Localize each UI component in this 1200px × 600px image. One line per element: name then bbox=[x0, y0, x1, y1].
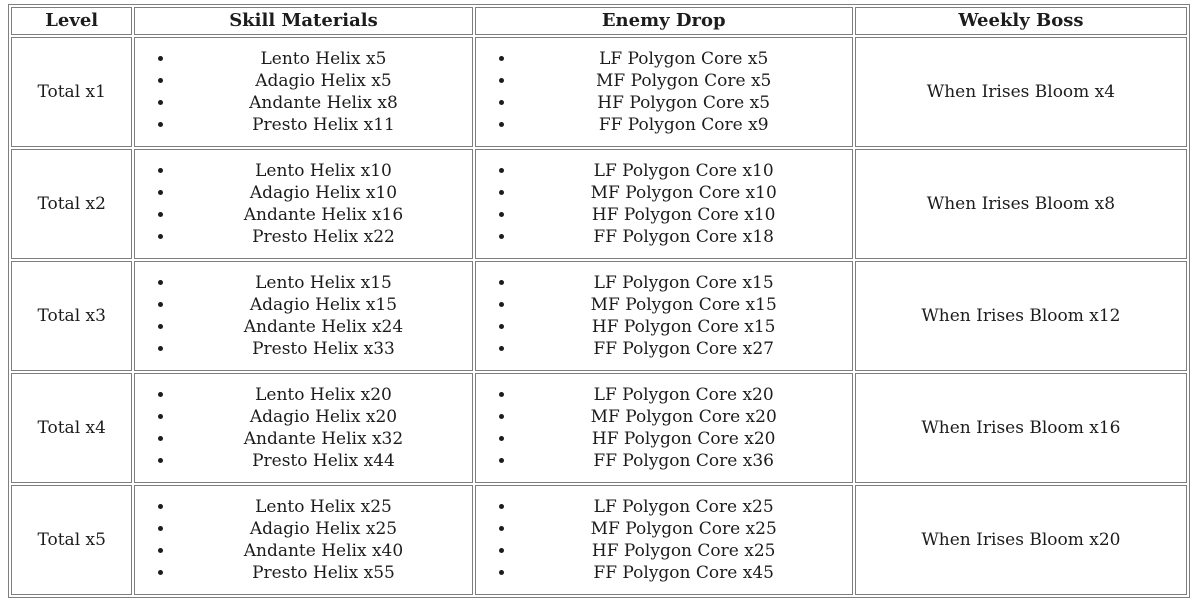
level-cell: Total x3 bbox=[11, 261, 132, 371]
skill-materials-cell bbox=[134, 485, 472, 595]
weekly-boss-cell: When Irises Bloom x20 bbox=[855, 485, 1187, 595]
skill-materials-list bbox=[135, 48, 471, 136]
list-item: • Presto Helix x55 bbox=[175, 562, 471, 584]
enemy-drop-cell bbox=[475, 149, 853, 259]
list-item: • Lento Helix x20 bbox=[175, 384, 471, 406]
list-item: • FF Polygon Core x36 bbox=[516, 450, 852, 472]
enemy-drop-list bbox=[476, 272, 852, 360]
skill-materials-cell bbox=[134, 37, 472, 147]
list-item: • Lento Helix x10 bbox=[175, 160, 471, 182]
list-item: • Andante Helix x32 bbox=[175, 428, 471, 450]
list-item: • Adagio Helix x5 bbox=[175, 70, 471, 92]
list-item: • Presto Helix x22 bbox=[175, 226, 471, 248]
list-item: • FF Polygon Core x9 bbox=[516, 114, 852, 136]
skill-materials-list bbox=[135, 384, 471, 472]
list-item: • HF Polygon Core x25 bbox=[516, 540, 852, 562]
skill-materials-list bbox=[135, 496, 471, 584]
level-cell: Total x2 bbox=[11, 149, 132, 259]
table-row bbox=[11, 149, 1187, 259]
list-item: • MF Polygon Core x15 bbox=[516, 294, 852, 316]
weekly-boss-cell: When Irises Bloom x12 bbox=[855, 261, 1187, 371]
level-cell: Total x1 bbox=[11, 37, 132, 147]
list-item: • Presto Helix x11 bbox=[175, 114, 471, 136]
list-item: • HF Polygon Core x20 bbox=[516, 428, 852, 450]
list-item: • Adagio Helix x15 bbox=[175, 294, 471, 316]
table-row bbox=[11, 37, 1187, 147]
enemy-drop-list bbox=[476, 160, 852, 248]
list-item: • Andante Helix x16 bbox=[175, 204, 471, 226]
list-item: • HF Polygon Core x10 bbox=[516, 204, 852, 226]
enemy-drop-list bbox=[476, 48, 852, 136]
weekly-boss-cell: When Irises Bloom x8 bbox=[855, 149, 1187, 259]
table-row bbox=[11, 373, 1187, 483]
list-item: • LF Polygon Core x15 bbox=[516, 272, 852, 294]
list-item: • LF Polygon Core x5 bbox=[516, 48, 852, 70]
list-item: • MF Polygon Core x25 bbox=[516, 518, 852, 540]
list-item: • Lento Helix x15 bbox=[175, 272, 471, 294]
weekly-boss-cell: When Irises Bloom x16 bbox=[855, 373, 1187, 483]
list-item: • MF Polygon Core x5 bbox=[516, 70, 852, 92]
enemy-drop-list bbox=[476, 384, 852, 472]
skill-materials-list bbox=[135, 272, 471, 360]
enemy-drop-cell bbox=[475, 37, 853, 147]
skill-materials-cell bbox=[134, 261, 472, 371]
list-item: • Adagio Helix x25 bbox=[175, 518, 471, 540]
header-row bbox=[11, 7, 1187, 35]
table-row bbox=[11, 261, 1187, 371]
column-header-level: Level bbox=[11, 7, 132, 35]
materials-table-wrapper bbox=[8, 4, 1190, 598]
level-cell: Total x4 bbox=[11, 373, 132, 483]
list-item: • Andante Helix x40 bbox=[175, 540, 471, 562]
list-item: • Andante Helix x24 bbox=[175, 316, 471, 338]
column-header-weekly-boss: Weekly Boss bbox=[855, 7, 1187, 35]
skill-materials-table bbox=[8, 4, 1190, 598]
list-item: • MF Polygon Core x10 bbox=[516, 182, 852, 204]
list-item: • LF Polygon Core x10 bbox=[516, 160, 852, 182]
list-item: • Andante Helix x8 bbox=[175, 92, 471, 114]
table-row bbox=[11, 485, 1187, 595]
skill-materials-list bbox=[135, 160, 471, 248]
list-item: • Lento Helix x25 bbox=[175, 496, 471, 518]
list-item: • Presto Helix x33 bbox=[175, 338, 471, 360]
enemy-drop-list bbox=[476, 496, 852, 584]
list-item: • HF Polygon Core x15 bbox=[516, 316, 852, 338]
level-cell: Total x5 bbox=[11, 485, 132, 595]
list-item: • FF Polygon Core x45 bbox=[516, 562, 852, 584]
skill-materials-cell bbox=[134, 149, 472, 259]
column-header-skill-materials: Skill Materials bbox=[134, 7, 472, 35]
list-item: • FF Polygon Core x18 bbox=[516, 226, 852, 248]
list-item: • Adagio Helix x20 bbox=[175, 406, 471, 428]
list-item: • MF Polygon Core x20 bbox=[516, 406, 852, 428]
column-header-enemy-drop: Enemy Drop bbox=[475, 7, 853, 35]
list-item: • LF Polygon Core x25 bbox=[516, 496, 852, 518]
enemy-drop-cell bbox=[475, 373, 853, 483]
weekly-boss-cell: When Irises Bloom x4 bbox=[855, 37, 1187, 147]
list-item: • LF Polygon Core x20 bbox=[516, 384, 852, 406]
skill-materials-cell bbox=[134, 373, 472, 483]
list-item: • Presto Helix x44 bbox=[175, 450, 471, 472]
list-item: • HF Polygon Core x5 bbox=[516, 92, 852, 114]
list-item: • FF Polygon Core x27 bbox=[516, 338, 852, 360]
enemy-drop-cell bbox=[475, 261, 853, 371]
enemy-drop-cell bbox=[475, 485, 853, 595]
list-item: • Lento Helix x5 bbox=[175, 48, 471, 70]
list-item: • Adagio Helix x10 bbox=[175, 182, 471, 204]
